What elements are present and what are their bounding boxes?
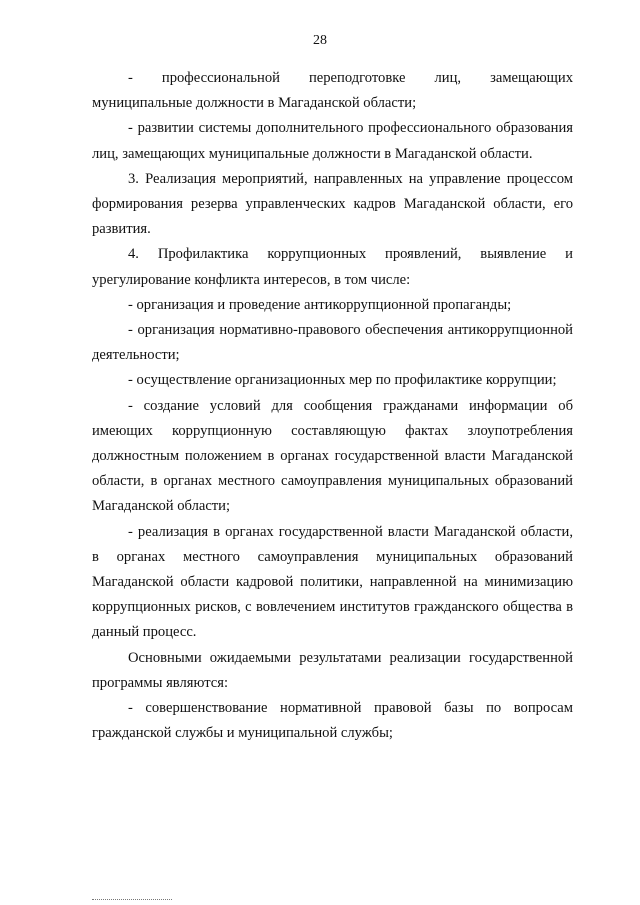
paragraph-legal-support: - организация нормативно-правового обеспечения антикоррупционной деятельности; bbox=[92, 322, 573, 364]
paragraph-anticorruption-propaganda: - организация и проведение антикоррупционной пропаганды; bbox=[128, 296, 512, 313]
paragraph-legal-framework: - совершенствование нормативной правовой базы по вопросам гражданской службы и муниципальной службы; bbox=[92, 700, 573, 742]
paragraph-retraining: - профессиональной переподготовке лиц, замещающих муниципальные должности в Магаданской области; bbox=[92, 70, 573, 112]
paragraph-additional-education: - развитии системы дополнительного профессионального образования лиц, замещающих муниципальные должности в Магаданской области. bbox=[92, 120, 573, 162]
paragraph-expected-results: Основными ожидаемыми результатами реализации государственной программы являются: bbox=[92, 649, 573, 691]
footer-rule bbox=[92, 899, 172, 900]
paragraph-item-3-reserve: 3. Реализация мероприятий, направленных на управление процессом формирования резерва управленческих кадров Магаданской области, его развития. bbox=[92, 170, 573, 238]
paragraph-personnel-policy: - реализация в органах государственной власти Магаданской области, в органах местного самоуправления муниципальных образований Магаданской области кадровой политики, направленной на минимизацию коррупционных рисков, с вовлечением институтов гражданского общества в данный процесс. bbox=[92, 523, 573, 641]
paragraph-organizational-measures: - осуществление организационных мер по профилактике коррупции; bbox=[128, 372, 557, 389]
paragraph-citizen-reporting: - создание условий для сообщения гражданами информации об имеющих коррупционную составляющую фактах злоупотребления должностным положением в органах государственной власти Магаданской области, в органах местного самоуправления муниципальных образований Магаданской области; bbox=[92, 397, 573, 515]
page-number: 28 bbox=[313, 33, 327, 48]
paragraph-item-4-corruption-prevention: 4. Профилактика коррупционных проявлений, выявление и урегулирование конфликта интересов, в том числе: bbox=[92, 246, 573, 288]
document-body bbox=[92, 66, 573, 746]
